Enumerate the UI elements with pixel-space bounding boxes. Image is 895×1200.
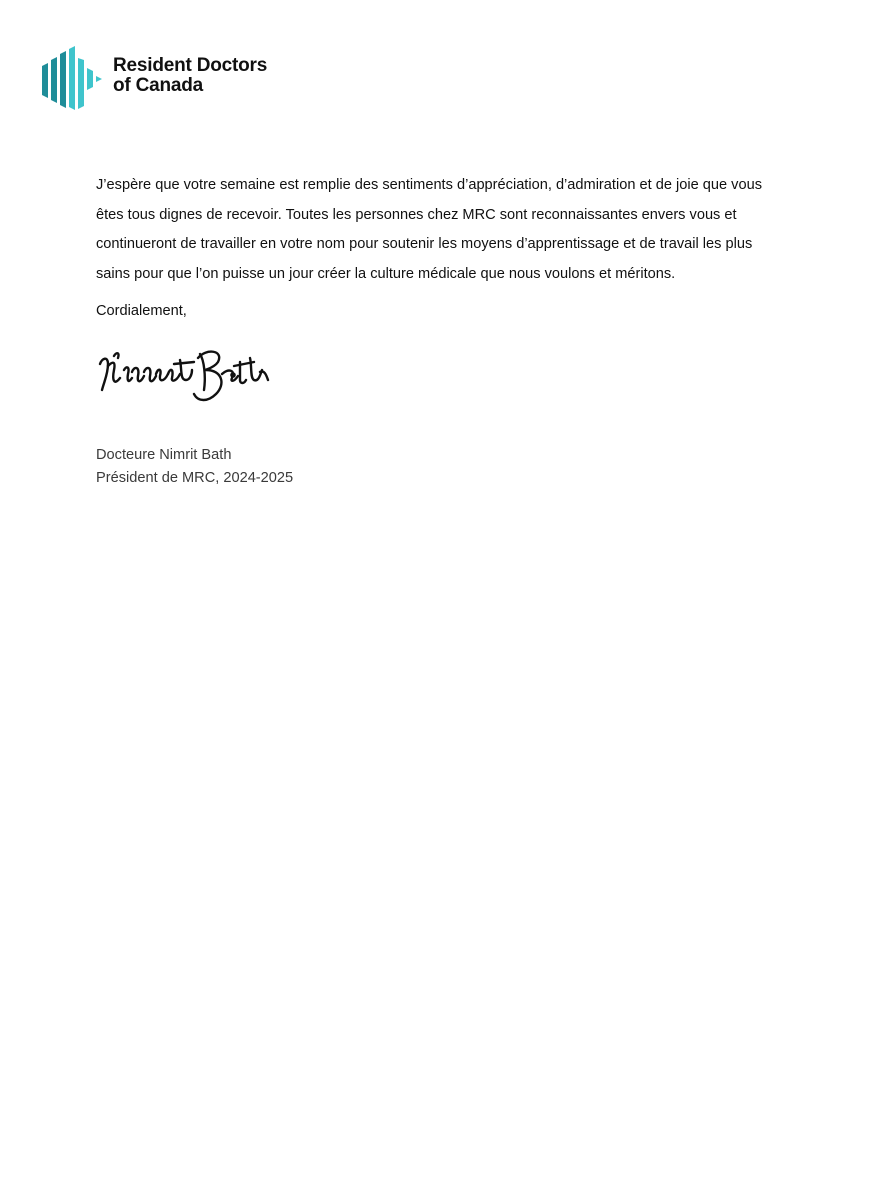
closing-line: Cordialement, xyxy=(96,303,187,319)
brand-line-1: Resident Doctors xyxy=(113,55,268,76)
signer-title: Président de MRC, 2024-2025 xyxy=(96,470,294,486)
rdoc-maple-leaf-icon xyxy=(40,46,106,110)
signer-block xyxy=(96,444,293,490)
handwritten-signature xyxy=(94,340,314,420)
brand-line-2: of Canada xyxy=(113,75,204,96)
signer-name: Docteure Nimrit Bath xyxy=(96,447,232,463)
body-paragraph: J’espère que votre semaine est remplie des sentiments d’appréciation, d’admiration et de joie que vous êtes tous dignes de recevoir. Toutes les personnes chez MRC sont reconnaissantes envers vous et continueront de travailler en votre nom pour soutenir les moyens d’apprentissage et de travail les plus sains pour que l’on puisse un jour créer la culture médicale que nous voulons et méritons. xyxy=(96,177,763,282)
letter-body xyxy=(96,171,776,326)
brand-name xyxy=(113,56,267,96)
organization-logo xyxy=(40,46,300,110)
